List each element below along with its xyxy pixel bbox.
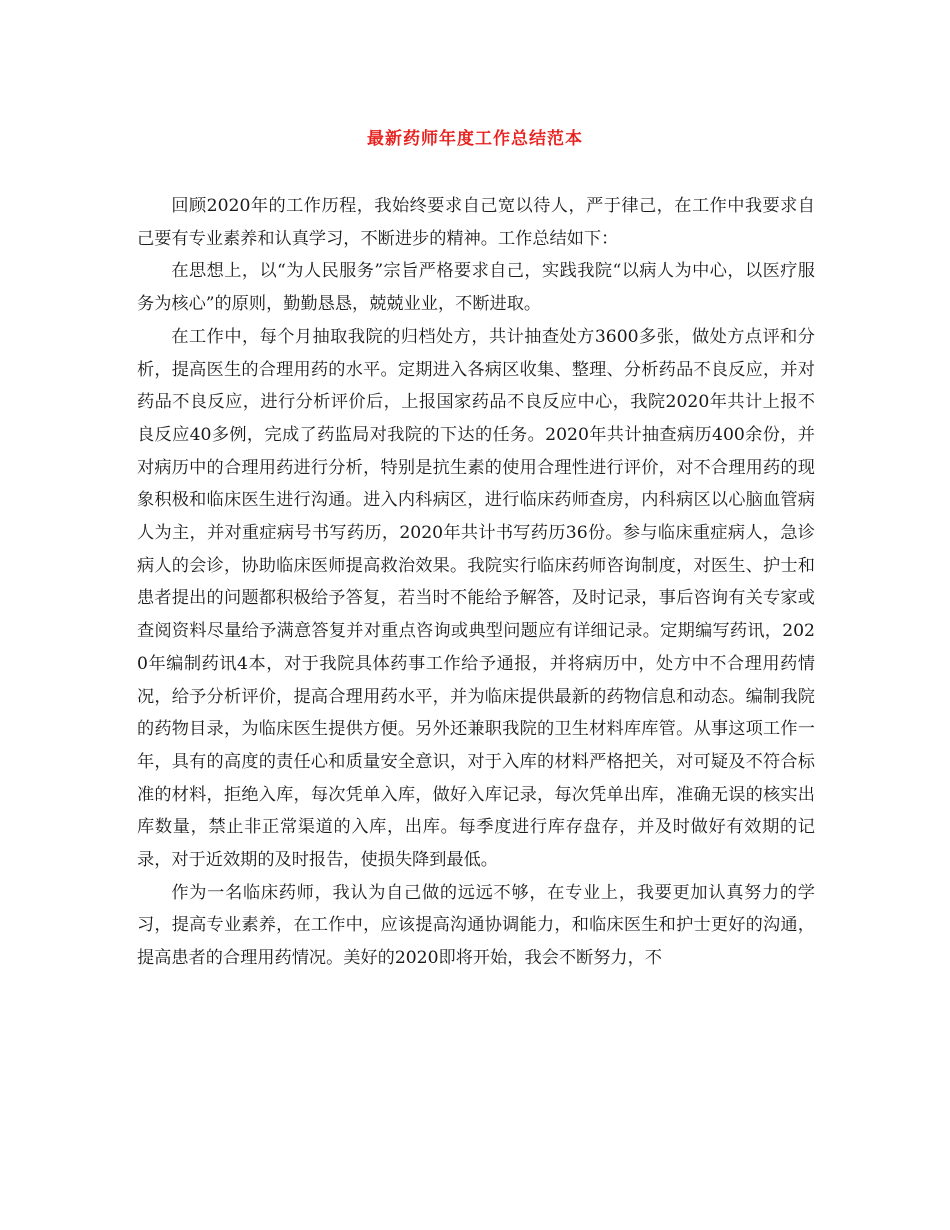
paragraph-reflection: 作为一名临床药师，我认为自己做的远远不够，在专业上，我要更加认真努力的学习，提高专业素养，在工作中，应该提高沟通协调能力，和临床医生和护士更好的沟通，提高患者的合理用药情况。美好的2020即将开始，我会不断努力，不: [137, 882, 815, 969]
document-title: 最新药师年度工作总结范本: [367, 129, 583, 149]
document-body: [137, 190, 815, 975]
paragraph-work: 在工作中，每个月抽取我院的归档处方，共计抽查处方3600多张，做处方点评和分析，提高医生的合理用药的水平。定期进入各病区收集、整理、分析药品不良反应，并对药品不良反应，进行分析评价后，上报国家药品不良反应中心，我院2020年共计上报不良反应40多例，完成了药监局对我院的下达的任务。2020年共计抽查病历400余份，并对病历中的合理用药进行分析，特别是抗生素的使用合理性进行评价，对不合理用药的现象积极和临床医生进行沟通。进入内科病区，进行临床药师查房，内科病区以心脑血管病人为主，并对重症病号书写药历，2020年共计书写药历36份。参与临床重症病人，急诊病人的会诊，协助临床医师提高救治效果。我院实行临床药师咨询制度，对医生、护士和患者提出的问题都积极给予答复，若当时不能给予解答，及时记录，事后咨询有关专家或查阅资料尽量给予满意答复并对重点咨询或典型问题应有详细记录。定期编写药讯，2020年编制药讯4本，对于我院具体药事工作给予通报，并将病历中，处方中不合理用药情况，给予分析评价，提高合理用药水平，并为临床提供最新的药物信息和动态。编制我院的药物目录，为临床医生提供方便。另外还兼职我院的卫生材料库库管。从事这项工作一年，具有的高度的责任心和质量安全意识，对于入库的材料严格把关，对可疑及不符合标准的材料，拒绝入库，每次凭单入库，做好入库记录，每次凭单出库，准确无误的核实出库数量，禁止非正常渠道的入库，出库。每季度进行库存盘存，并及时做好有效期的记录，对于近效期的及时报告，使损失降到最低。: [137, 326, 815, 871]
paragraph-ideology: 在思想上，以“为人民服务”宗旨严格要求自己，实践我院“以病人为中心，以医疗服务为核心”的原则，勤勤恳恳，兢兢业业，不断进取。: [137, 261, 815, 315]
paragraph-intro: 回顾2020年的工作历程，我始终要求自己宽以待人，严于律己，在工作中我要求自己要有专业素养和认真学习，不断进步的精神。工作总结如下：: [137, 196, 815, 249]
